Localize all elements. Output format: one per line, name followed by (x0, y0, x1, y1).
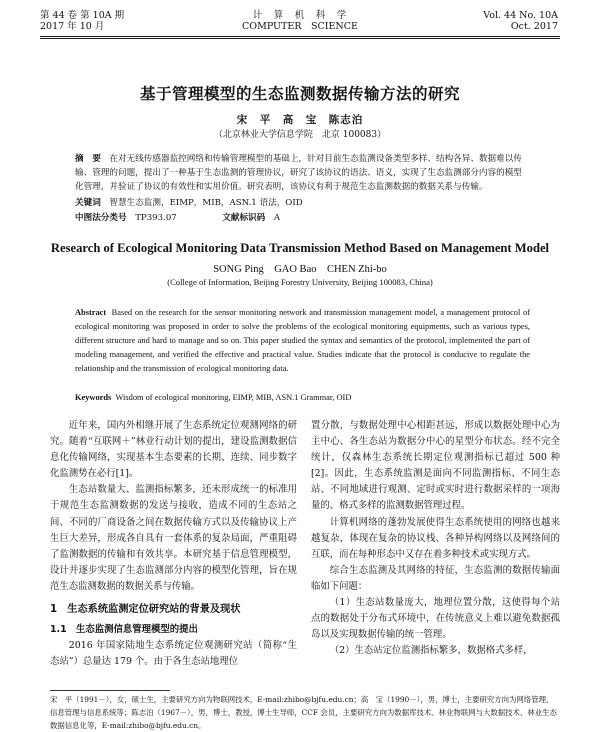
keywords-cn-text: 智慧生态监测，EIMP，MIB，ASN.1 语法，OID (109, 198, 303, 208)
keywords-en-label: Keywords (75, 393, 112, 402)
abstract-en-text: Based on the research for the sensor monitoring network and transmission management model, a management protocol of ecological monitoring was proposed in order to solve the problems of the ecological monitoring equipments, such as various types, different structure and hard to manage and so on. This paper studied the syntax and semantics of the protocol, implemented the part of modeling management, and verified the effective and practical value. Studies indicate that the protocol is conducive to regulate the relationship and the transmission of ecological monitoring data. (75, 308, 531, 373)
classification-value: TP393.07 (135, 213, 177, 223)
header-rule (40, 36, 560, 37)
document-code-label: 文献标识码 (222, 213, 266, 223)
authors-en: SONG Ping GAO Bao CHEN Zhi-bo (213, 264, 387, 275)
keywords-cn-label: 关键词 (75, 198, 101, 208)
footnote-rule (50, 690, 170, 691)
journal-name-cn: 计 算 机 科 学 (252, 10, 348, 21)
right-paragraph-1: 置分散，与数据处理中心相距甚远，形成以数据处理中心为主中心、各生态站为数据分中心的星型分布状态。经不完全统计，仅森林生态系统长期定位观测指标已超过 500 种[2]。因此，生态系统监测是面向不同监测指标、不同生态站、不同地域进行观测、定时或实时进行数据采样的一项海量的、格式多样的监测数据管理过程。 (311, 420, 560, 512)
affiliation-en: (College of Information, Beijing Forestry University, Beijing 100083, China) (167, 277, 433, 287)
abstract-cn-label: 摘 要 (75, 154, 101, 164)
section-1-paragraph-1: 2016 年国家陆地生态系统定位观测研究站（简称“生态站”）总量达 179 个。由于各生态站地理位 (50, 640, 297, 668)
section-heading-1: 1 生态系统监测定位研究站的背景及现状 (50, 604, 241, 616)
abstract-en (75, 306, 530, 376)
intro-paragraph-2: 生态站数量大、监测指标繁多，还未形成统一的标准用于规范生态监测数据的发送与接收，造成不同的生态站之间、不同的厂商设备之间在数据传输方式以及传输协议上产生巨大差异，形成各自具有一套体系的复杂局面，严重阻碍了监测数据的传输和有效共享。本研究基于信息管理模型，设计并逐步实现了生态监测部分内容的模型化管理，旨在规范生态监测数据的数据关系与传输。 (50, 484, 297, 592)
right-paragraph-2: 计算机网络的蓬勃发展使得生态系统使用的网络也越来越复杂，体现在复杂的协议栈、各种异构网络以及网络间的互联，而在每种形态中又存在着多种技术或实现方式。 (311, 516, 560, 560)
intro-paragraph-1: 近年来，国内外相继开展了生态系统定位观测网络的研究。随着“互联网＋”林业行动计划的提出，建设监测数据信息化传输网络，实现基本生态要素的长期、连续、同步数字化监测势在必行[1]。 (50, 420, 297, 480)
header-rule-double (40, 38, 560, 39)
journal-date: 2017 年 10 月 (40, 21, 105, 32)
right-paragraph-3: 综合生态监测及其网络的特征，生态监测的数据传输面临如下问题： (311, 564, 560, 592)
journal-volume-issue-en: Vol. 44 No. 10A (483, 10, 558, 21)
keywords-en (75, 391, 530, 405)
keywords-cn (75, 196, 525, 210)
abstract-cn-text: 在对无线传感器监控网络和传输管理模型的基础上，针对目前生态监测设备类型多样、结构各异、数据难以传输、管理的问题，提出了一种基于生态监测的管理协议，研究了该协议的语法、语义，实现了生态监测部分内容的模型化管理，并验证了协议的有效性和实用价值。研究表明，该协议有利于规范生态监测数据的数据关系与传输。 (75, 154, 522, 192)
abstract-cn (75, 152, 525, 194)
authors-cn: 宋 平 高 宝 陈志泊 (236, 114, 364, 126)
affiliation-cn: （北京林业大学信息学院 北京 100083） (213, 130, 387, 140)
author-footnote: 宋 平（1991－），女，硕士生，主要研究方向为物联网技术，E-mail:zhibo@bjfu.edu.cn；高 宝（1990－），男，博士，主要研究方向为网络管理、信息管理与信息系统等；陈志泊（1967－），男，博士，教授，博士生导师，CCF 会员，主要研究方向为数据库技术、林业物联网与大数据技术、林业生态数据信息化等，E-mail:zhibo@bjfu.edu.cn。 (50, 695, 557, 730)
right-column (311, 418, 560, 659)
journal-volume-en (483, 10, 558, 32)
document-code-value: A (273, 213, 281, 223)
journal-date-en: Oct. 2017 (510, 21, 558, 32)
classification (75, 211, 525, 225)
left-column (50, 418, 297, 670)
journal-volume-issue: 第 44 卷 第 10A 期 (40, 10, 125, 21)
right-paragraph-5: （2）生态站定位监测指标繁多，数据格式多样， (329, 645, 533, 657)
paper-title-en: Research of Ecological Monitoring Data Transmission Method Based on Management Model (50, 241, 550, 255)
classification-label: 中图法分类号 (75, 213, 127, 223)
journal-name-en: COMPUTER SCIENCE (242, 21, 358, 32)
abstract-en-label: Abstract (75, 308, 107, 317)
right-paragraph-4: （1）生态站数量庞大，地理位置分散，这使得每个站点的数据处于分布式环境中，在传统意义上难以避免数据孤岛以及实现数据传输的统一管理。 (311, 597, 560, 641)
paper-title-cn: 基于管理模型的生态监测数据传输方法的研究 (139, 85, 460, 103)
keywords-en-text: Wisdom of ecological monitoring, EIMP, MIB, ASN.1 Grammar, OID (115, 393, 352, 402)
subsection-heading-1-1: 1.1 生态监测信息管理模型的提出 (50, 624, 198, 636)
